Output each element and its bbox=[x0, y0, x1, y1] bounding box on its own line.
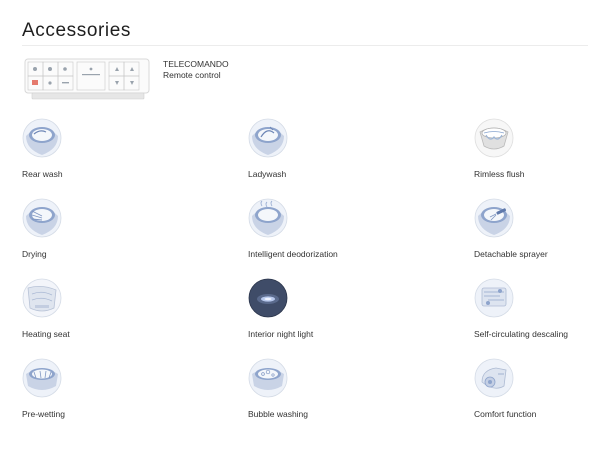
deodorization-icon bbox=[248, 198, 288, 238]
features-grid bbox=[22, 118, 582, 438]
feature-ladywash bbox=[248, 118, 474, 198]
feature-detachable-sprayer bbox=[474, 198, 582, 278]
heating-seat-icon bbox=[22, 278, 62, 318]
feature-label: Self-circulating descaling bbox=[474, 329, 569, 339]
feature-label: Rimless flush bbox=[474, 169, 525, 179]
feature-comfort-function bbox=[474, 358, 582, 438]
rear-wash-icon bbox=[22, 118, 62, 158]
feature-label: Intelligent deodorization bbox=[248, 249, 338, 259]
feature-label: Drying bbox=[22, 249, 47, 259]
feature-heating-seat bbox=[22, 278, 248, 358]
feature-intelligent-deodorization bbox=[248, 198, 474, 278]
feature-label: Detachable sprayer bbox=[474, 249, 548, 259]
title-divider bbox=[22, 45, 588, 46]
pre-wetting-icon bbox=[22, 358, 62, 398]
feature-self-circulating-descaling bbox=[474, 278, 582, 358]
comfort-function-icon bbox=[474, 358, 514, 398]
feature-interior-night-light bbox=[248, 278, 474, 358]
remote-label-line2: Remote control bbox=[163, 70, 221, 80]
drying-icon bbox=[22, 198, 62, 238]
remote-label-line1: TELECOMANDO bbox=[163, 59, 229, 69]
feature-label: Bubble washing bbox=[248, 409, 309, 419]
page-title: Accessories bbox=[22, 20, 132, 41]
feature-drying bbox=[22, 198, 248, 278]
feature-label: Pre-wetting bbox=[22, 409, 65, 419]
ladywash-icon bbox=[248, 118, 288, 158]
rimless-flush-icon bbox=[474, 118, 514, 158]
feature-rimless-flush bbox=[474, 118, 582, 198]
feature-pre-wetting bbox=[22, 358, 248, 438]
detachable-sprayer-icon bbox=[474, 198, 514, 238]
feature-label: Heating seat bbox=[22, 329, 70, 339]
feature-bubble-washing bbox=[248, 358, 474, 438]
remote-control-label bbox=[163, 59, 229, 81]
feature-label: Rear wash bbox=[22, 169, 63, 179]
feature-label: Interior night light bbox=[248, 329, 314, 339]
descaling-icon bbox=[474, 278, 514, 318]
night-light-icon bbox=[248, 278, 288, 318]
bubble-washing-icon bbox=[248, 358, 288, 398]
feature-rear-wash bbox=[22, 118, 248, 198]
remote-control-icon bbox=[24, 58, 150, 100]
feature-label: Ladywash bbox=[248, 169, 287, 179]
feature-label: Comfort function bbox=[474, 409, 537, 419]
